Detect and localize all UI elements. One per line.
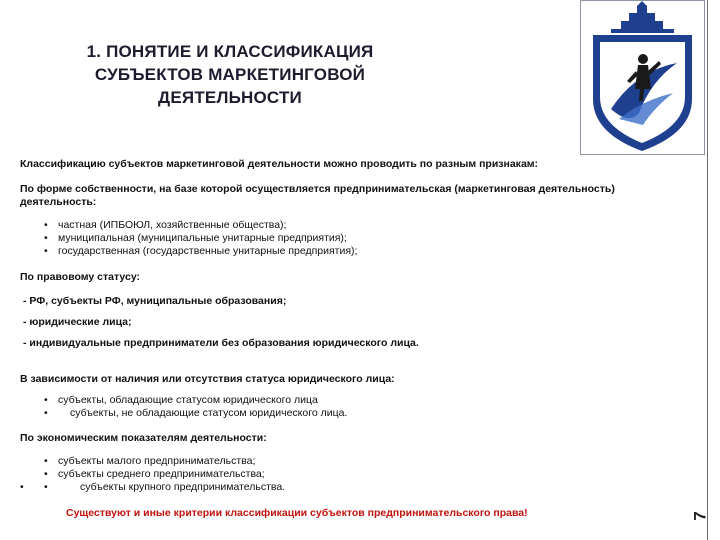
list-item: - индивидуальные предприниматели без образования юридического лица. xyxy=(23,337,419,349)
footer-note: Существуют и иные критерии классификации субъектов предпринимательского права! xyxy=(66,507,528,519)
ownership-heading: По форме собственности, на базе которой осуществляется предпринимательская (маркетинговая деятельность) деятельность: xyxy=(20,183,615,208)
list-item: - юридические лица; xyxy=(23,316,132,328)
list-item: • субъекты, не обладающие статусом юридического лица. xyxy=(20,407,650,420)
title-line-1: 1. ПОНЯТИЕ И КЛАССИФИКАЦИЯ xyxy=(86,42,374,61)
logo-frame xyxy=(580,0,705,155)
ownership-list xyxy=(20,219,650,258)
economic-heading: По экономическим показателям деятельности: xyxy=(20,432,267,444)
title-line-2: СУБЪЕКТОВ МАРКЕТИНГОВОЙ xyxy=(94,65,366,84)
list-item xyxy=(20,481,650,494)
status-list xyxy=(20,394,650,420)
list-item: - РФ, субъекты РФ, муниципальные образования; xyxy=(23,295,287,307)
status-heading: В зависимости от наличия или отсутствия статуса юридического лица: xyxy=(20,373,395,385)
title-line-3: ДЕЯТЕЛЬНОСТИ xyxy=(158,88,302,107)
list-item: • субъекты среднего предпринимательства; xyxy=(20,468,650,481)
list-item: • субъекты, обладающие статусом юридического лица xyxy=(20,394,650,407)
bullet-marker: • • xyxy=(20,481,24,493)
intro-text: Классификацию субъектов маркетинговой деятельности можно проводить по разным признакам: xyxy=(20,158,539,170)
list-item: • государственная (государственные унитарные предприятия); xyxy=(20,245,650,258)
university-emblem-icon xyxy=(581,1,704,154)
economic-list xyxy=(20,455,650,494)
list-item-text: субъекты крупного предпринимательства. xyxy=(80,481,286,493)
slide-body xyxy=(20,158,650,494)
side-bar xyxy=(707,0,720,540)
list-item: • субъекты малого предпринимательства; xyxy=(20,455,650,468)
slide-number: 7 xyxy=(690,511,710,521)
list-item: • частная (ИПБОЮЛ, хозяйственные общества); xyxy=(20,219,650,232)
legal-heading: По правовому статусу: xyxy=(20,271,141,283)
list-item: • муниципальная (муниципальные унитарные предприятия); xyxy=(20,232,650,245)
slide-title xyxy=(20,40,440,109)
